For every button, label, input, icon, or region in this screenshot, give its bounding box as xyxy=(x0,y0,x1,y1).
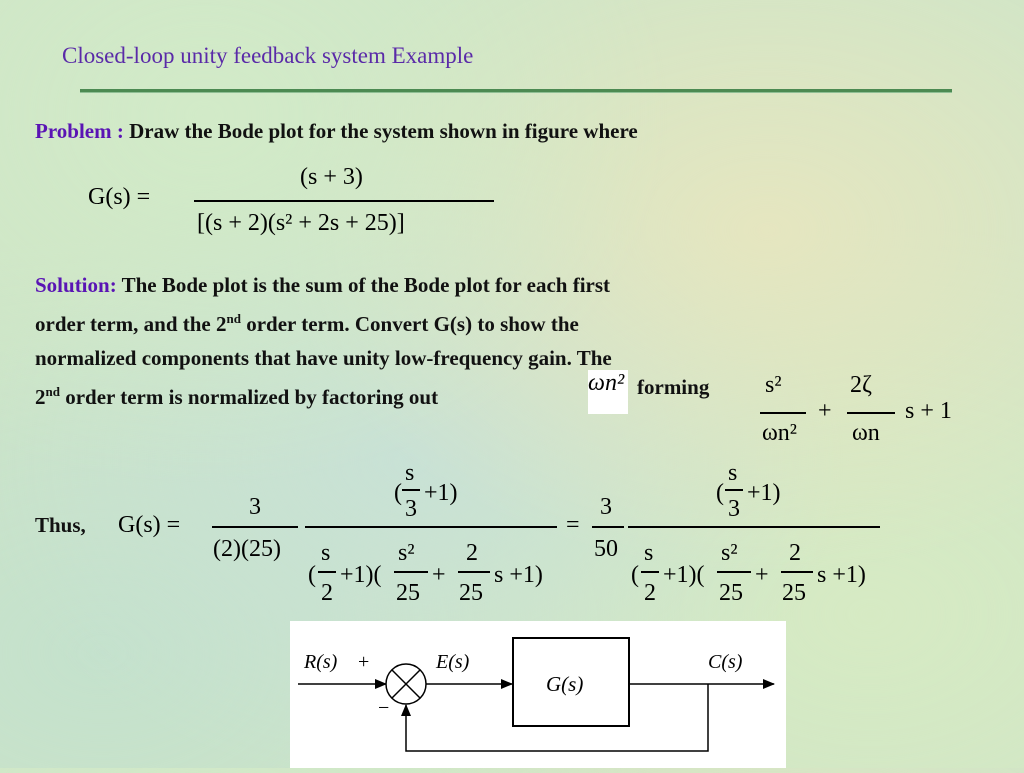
eq2-b-d-25b: 25 xyxy=(782,580,806,606)
eq2-c1-den: (2)(25) xyxy=(213,536,281,562)
eq2-a-n-close: +1) xyxy=(424,480,458,506)
eq1-lhs: G(s) = xyxy=(88,184,151,210)
block-diagram xyxy=(290,621,786,768)
eq2-a-d-s: s xyxy=(321,540,331,566)
omega-n-squared: ωn² xyxy=(588,370,628,414)
error-label: E(s) xyxy=(436,651,470,673)
eq2-a-d-25b: 25 xyxy=(459,580,483,606)
eq2-c2-bar xyxy=(592,526,624,528)
eq1-fraction-bar xyxy=(194,200,494,202)
norm-tail: s + 1 xyxy=(905,398,952,424)
minus-sign: − xyxy=(378,697,390,719)
solution-paragraph xyxy=(35,268,835,414)
plant-label: G(s) xyxy=(546,672,584,696)
norm-plus: + xyxy=(818,398,832,424)
eq2-a-d-2: 2 xyxy=(321,580,333,606)
eq2-b-bar xyxy=(628,526,880,528)
eq2-c1-num: 3 xyxy=(249,494,261,520)
eq2-b-d-2: 2 xyxy=(644,580,656,606)
problem-text: Draw the Bode plot for the system shown in figure where xyxy=(123,119,638,143)
eq2-a-d-plus: + xyxy=(432,562,446,588)
eq2-a-d-f1bar xyxy=(318,571,336,573)
eq2-b-d-f2bar xyxy=(717,571,751,573)
eq2-b-d-plus: + xyxy=(755,562,769,588)
superscript-nd-2: nd xyxy=(45,384,60,399)
solution-text-4a: 2 xyxy=(35,385,46,409)
eq2-a-d-25a: 25 xyxy=(396,580,420,606)
eq2-a-d-tail: s +1) xyxy=(494,562,543,588)
eq2-b-d-tail: s +1) xyxy=(817,562,866,588)
thus-label: Thus, xyxy=(35,513,86,537)
solution-text-2b: order term. Convert G(s) to show the xyxy=(240,312,579,336)
superscript-nd: nd xyxy=(226,311,241,326)
eq2-c2-den: 50 xyxy=(594,536,618,562)
solution-text-1: The Bode plot is the sum of the Bode plot for each first xyxy=(116,273,611,297)
slide-title: Closed-loop unity feedback system Example xyxy=(62,43,474,68)
eq2-a-d-f3bar xyxy=(458,571,490,573)
eq2-b-d-open: ( xyxy=(631,562,639,588)
eq2-a-n-open: ( xyxy=(394,480,402,506)
eq1-denominator: [(s + 2)(s² + 2s + 25)] xyxy=(197,210,405,236)
solution-text-2a: order term, and the 2 xyxy=(35,312,227,336)
norm-t1-den: ωn² xyxy=(762,420,797,446)
eq2-equals: = xyxy=(566,512,580,538)
norm-t2-bar xyxy=(847,412,895,414)
eq2-b-d-f1bar xyxy=(641,571,659,573)
summing-junction-icon xyxy=(386,664,426,704)
problem-label: Problem : xyxy=(35,119,124,143)
eq2-a-d-open: ( xyxy=(308,562,316,588)
title-divider xyxy=(80,89,952,93)
eq2-c1-bar xyxy=(212,526,298,528)
eq2-a-d-2num: 2 xyxy=(466,540,478,566)
eq2-b-d-2num: 2 xyxy=(789,540,801,566)
solution-line-1 xyxy=(35,268,835,302)
eq2-a-n-s: s xyxy=(405,460,415,486)
eq2-b-d-f3bar xyxy=(781,571,813,573)
eq2-b-n-sbar xyxy=(725,489,743,491)
input-label: R(s) xyxy=(304,651,338,673)
forming-word: forming xyxy=(637,375,710,399)
norm-t1-num: s² xyxy=(765,372,782,398)
norm-t2-den: ωn xyxy=(852,420,880,446)
norm-t1-bar xyxy=(760,412,806,414)
block-diagram-svg xyxy=(290,621,786,768)
solution-text-4b: order term is normalized by factoring out xyxy=(59,385,439,409)
solution-label: Solution: xyxy=(35,273,117,297)
eq2-b-n-3: 3 xyxy=(728,496,740,522)
solution-line-2 xyxy=(35,302,835,341)
eq2-b-n-close: +1) xyxy=(747,480,781,506)
solution-line-3: normalized components that have unity low-frequency gain. The xyxy=(35,346,612,370)
eq2-lhs: G(s) = xyxy=(118,512,181,538)
eq1-numerator: (s + 3) xyxy=(300,164,363,190)
eq2-a-bar xyxy=(305,526,557,528)
solution-line-4 xyxy=(35,375,835,414)
eq2-b-d-25a: 25 xyxy=(719,580,743,606)
eq2-a-d-mid: +1)( xyxy=(340,562,382,588)
eq2-c2-num: 3 xyxy=(600,494,612,520)
eq2-b-n-s: s xyxy=(728,460,738,486)
eq2-a-n-3: 3 xyxy=(405,496,417,522)
output-label: C(s) xyxy=(708,651,743,673)
eq2-a-n-sbar xyxy=(402,489,420,491)
plus-sign: + xyxy=(358,651,370,673)
eq2-b-d-s2: s² xyxy=(721,540,738,566)
problem-statement xyxy=(35,114,638,148)
eq2-a-d-f2bar xyxy=(394,571,428,573)
eq2-b-n-open: ( xyxy=(716,480,724,506)
eq2-b-d-s: s xyxy=(644,540,654,566)
norm-t2-num: 2ζ xyxy=(850,372,872,398)
eq2-b-d-mid: +1)( xyxy=(663,562,705,588)
eq2-a-d-s2: s² xyxy=(398,540,415,566)
